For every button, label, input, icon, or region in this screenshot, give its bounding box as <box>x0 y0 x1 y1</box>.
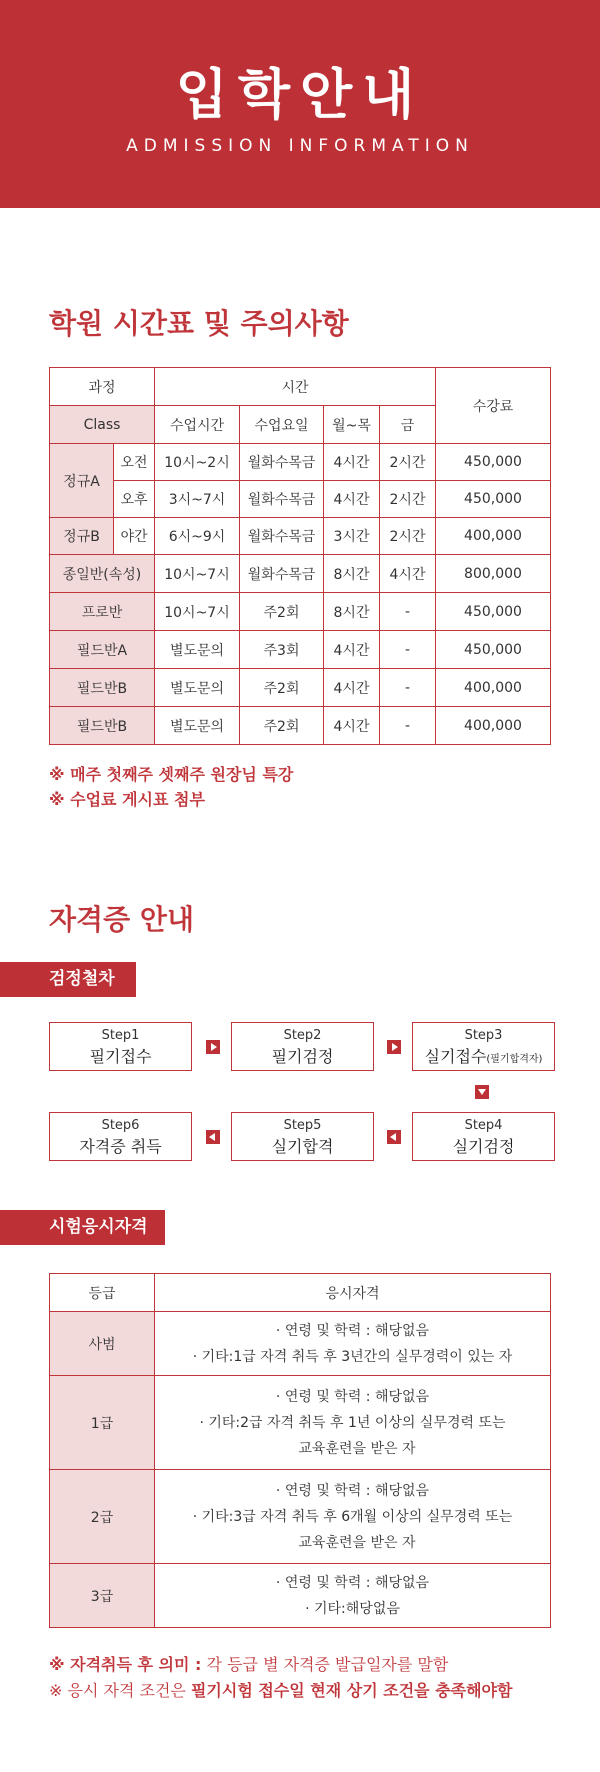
row-time: 10시~7시 <box>155 555 240 593</box>
qual-line: 교육훈련을 받은 자 <box>289 1534 416 1551</box>
row-group: 종일반(속성) <box>50 555 155 593</box>
row-fee: 450,000 <box>436 481 551 518</box>
row-fee: 400,000 <box>436 707 551 745</box>
table-row <box>50 593 551 631</box>
header-fee: 수강료 <box>436 368 551 444</box>
row-mon-thu: 4시간 <box>324 631 380 669</box>
step-label: 실기접수 <box>424 1047 487 1066</box>
row-fri: 2시간 <box>380 444 436 481</box>
step-3 <box>412 1022 555 1071</box>
row-sub: 오후 <box>114 481 155 518</box>
header-grade: 등급 <box>50 1274 155 1312</box>
qualification-tag: 시험응시자격 <box>0 1210 165 1245</box>
arrow-right-icon <box>206 1040 220 1054</box>
row-mon-thu: 8시간 <box>324 555 380 593</box>
cert-title: 자격증 안내 <box>49 903 194 936</box>
hero-banner <box>0 0 600 208</box>
row-group: 필드반B <box>50 707 155 745</box>
row-days: 주2회 <box>240 669 324 707</box>
page-subtitle: ADMISSION INFORMATION <box>126 136 474 156</box>
row-sub: 야간 <box>114 518 155 555</box>
schedule-title: 학원 시간표 및 주의사항 <box>49 307 349 340</box>
header-fri: 금 <box>380 406 436 444</box>
row-fee: 450,000 <box>436 631 551 669</box>
table-row <box>50 631 551 669</box>
step-5 <box>231 1112 374 1161</box>
row-mon-thu: 4시간 <box>324 444 380 481</box>
arrow-right-icon <box>387 1040 401 1054</box>
page-title: 입학안내 <box>175 63 425 126</box>
row-fee: 450,000 <box>436 444 551 481</box>
cert-note-2 <box>49 1678 512 1701</box>
table-row <box>50 1312 551 1376</box>
row-mon-thu: 3시간 <box>324 518 380 555</box>
step-number: Step5 <box>283 1118 322 1133</box>
row-fri: 2시간 <box>380 518 436 555</box>
step-label: 실기합격 <box>271 1137 334 1156</box>
step-6 <box>49 1112 192 1161</box>
step-1 <box>49 1022 192 1071</box>
qual-line: · 연령 및 학력 : 해당없음 <box>275 1322 430 1339</box>
qual-line: · 기타:2급 자격 취득 후 1년 이상의 실무경력 또는 <box>199 1414 506 1431</box>
qual-line: 교육훈련을 받은 자 <box>289 1440 416 1457</box>
cert-note-1-rest: 각 등급 별 자격증 발급일자를 말함 <box>201 1655 449 1674</box>
row-group: 필드반A <box>50 631 155 669</box>
schedule-note-1: ※ 매주 첫째주 셋째주 원장님 특강 <box>49 765 294 784</box>
process-tag: 검정철차 <box>0 962 136 997</box>
table-row <box>50 444 551 481</box>
row-days: 주3회 <box>240 631 324 669</box>
table-row <box>50 1470 551 1564</box>
row-fri: 4시간 <box>380 555 436 593</box>
row-fee: 800,000 <box>436 555 551 593</box>
row-group: 정규A <box>50 444 114 518</box>
row-group: 프로반 <box>50 593 155 631</box>
step-label: 필기접수 <box>89 1047 152 1066</box>
row-mon-thu: 4시간 <box>324 707 380 745</box>
qualification-table <box>49 1273 551 1628</box>
row-fri: - <box>380 669 436 707</box>
row-fri: - <box>380 631 436 669</box>
step-label: 자격증 취득 <box>79 1137 162 1156</box>
row-days: 월화수목금 <box>240 444 324 481</box>
schedule-table <box>49 367 551 745</box>
row-fee: 450,000 <box>436 593 551 631</box>
qual-line: · 연령 및 학력 : 해당없음 <box>275 1574 430 1591</box>
arrow-left-icon <box>387 1130 401 1144</box>
header-mon-thu: 월~목 <box>324 406 380 444</box>
step-note: (필기합격자) <box>486 1054 543 1065</box>
arrow-down-icon <box>475 1085 489 1099</box>
row-days: 주2회 <box>240 593 324 631</box>
row-fee: 400,000 <box>436 669 551 707</box>
step-label: 실기검정 <box>452 1137 515 1156</box>
row-time: 6시~9시 <box>155 518 240 555</box>
header-qualification: 응시자격 <box>155 1274 551 1312</box>
arrow-left-icon <box>206 1130 220 1144</box>
header-class-days: 수업요일 <box>240 406 324 444</box>
table-row <box>50 707 551 745</box>
row-days: 주2회 <box>240 707 324 745</box>
row-group: 정규B <box>50 518 114 555</box>
header-class: Class <box>50 406 155 444</box>
cert-note-2-bold: 필기시험 접수일 현재 상기 조건을 충족해야함 <box>190 1681 513 1700</box>
row-fri: - <box>380 707 436 745</box>
row-days: 월화수목금 <box>240 518 324 555</box>
table-row <box>50 1376 551 1470</box>
step-number: Step4 <box>464 1118 503 1133</box>
row-days: 월화수목금 <box>240 481 324 518</box>
row-days: 월화수목금 <box>240 555 324 593</box>
header-class-time: 수업시간 <box>155 406 240 444</box>
row-mon-thu: 4시간 <box>324 669 380 707</box>
step-number: Step3 <box>464 1028 503 1043</box>
step-4 <box>412 1112 555 1161</box>
header-course: 과정 <box>50 368 155 406</box>
row-fri: - <box>380 593 436 631</box>
row-mon-thu: 4시간 <box>324 481 380 518</box>
row-sub: 오전 <box>114 444 155 481</box>
row-time: 3시~7시 <box>155 481 240 518</box>
row-fee: 400,000 <box>436 518 551 555</box>
qual-line: · 기타:1급 자격 취득 후 3년간의 실무경력이 있는 자 <box>192 1348 513 1365</box>
table-row <box>50 669 551 707</box>
row-fri: 2시간 <box>380 481 436 518</box>
row-time: 별도문의 <box>155 707 240 745</box>
step-number: Step6 <box>101 1118 140 1133</box>
row-mon-thu: 8시간 <box>324 593 380 631</box>
row-time: 10시~2시 <box>155 444 240 481</box>
step-number: Step2 <box>283 1028 322 1043</box>
row-time: 별도문의 <box>155 631 240 669</box>
step-2 <box>231 1022 374 1071</box>
grade-cell: 2급 <box>50 1470 155 1564</box>
qual-line: · 기타:3급 자격 취득 후 6개월 이상의 실무경력 또는 <box>192 1508 513 1525</box>
table-row <box>50 1564 551 1628</box>
grade-cell: 3급 <box>50 1564 155 1628</box>
table-row <box>50 481 551 518</box>
header-time: 시간 <box>155 368 436 406</box>
table-row <box>50 518 551 555</box>
table-row <box>50 555 551 593</box>
qual-line: · 기타:해당없음 <box>305 1600 400 1617</box>
step-number: Step1 <box>101 1028 140 1043</box>
row-time: 별도문의 <box>155 669 240 707</box>
grade-cell: 1급 <box>50 1376 155 1470</box>
cert-note-1 <box>49 1652 448 1675</box>
cert-note-2-pre: ※ 응시 자격 조건은 <box>49 1681 191 1700</box>
step-label: 필기검정 <box>271 1047 334 1066</box>
qual-line: · 연령 및 학력 : 해당없음 <box>275 1388 430 1405</box>
row-time: 10시~7시 <box>155 593 240 631</box>
grade-cell: 사범 <box>50 1312 155 1376</box>
cert-note-1-bold: ※ 자격취득 후 의미 : <box>49 1655 202 1674</box>
row-group: 필드반B <box>50 669 155 707</box>
schedule-note-2: ※ 수업료 게시표 첨부 <box>49 790 205 809</box>
qual-line: · 연령 및 학력 : 해당없음 <box>275 1482 430 1499</box>
